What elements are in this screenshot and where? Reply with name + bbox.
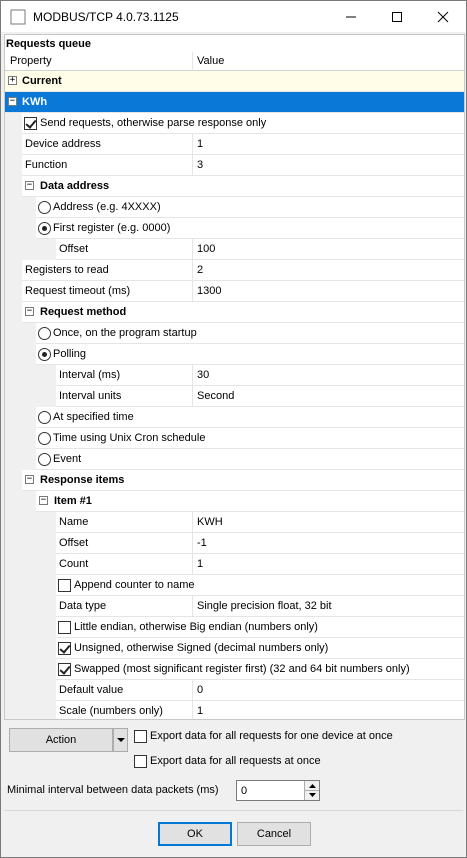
method-cron-row[interactable] bbox=[36, 428, 464, 449]
method-cron-radio[interactable] bbox=[38, 432, 51, 445]
indent-gutter bbox=[5, 113, 22, 720]
scale-label: Scale (numbers only) bbox=[59, 705, 163, 717]
swapped-label: Swapped (most significant register first) (32 and 64 bit numbers only) bbox=[74, 663, 410, 675]
group-current[interactable] bbox=[5, 71, 464, 92]
offset-value[interactable]: 100 bbox=[192, 239, 464, 259]
close-icon bbox=[437, 11, 449, 23]
min-interval-value[interactable]: 0 bbox=[241, 785, 248, 797]
indent-gutter bbox=[36, 239, 56, 260]
address-option-label: Address (e.g. 4XXXX) bbox=[53, 201, 161, 213]
request-timeout-label: Request timeout (ms) bbox=[25, 285, 131, 297]
export-all-checkbox[interactable] bbox=[134, 755, 147, 768]
spin-up-icon bbox=[309, 784, 316, 788]
app-icon bbox=[10, 9, 26, 25]
response-items-label: Response items bbox=[40, 474, 125, 486]
method-polling-radio[interactable] bbox=[38, 348, 51, 361]
offset-label: Offset bbox=[59, 243, 89, 255]
collapse-icon[interactable]: − bbox=[9, 96, 16, 106]
device-address-label: Device address bbox=[25, 138, 101, 150]
device-address-row[interactable] bbox=[22, 134, 464, 155]
little-endian-checkbox[interactable] bbox=[58, 621, 71, 634]
default-value-row[interactable] bbox=[56, 680, 464, 701]
method-event-radio[interactable] bbox=[38, 453, 51, 466]
request-method-label: Request method bbox=[40, 306, 127, 318]
collapse-icon[interactable]: − bbox=[40, 495, 47, 505]
spin-up-button[interactable] bbox=[304, 781, 319, 791]
maximize-icon bbox=[391, 11, 403, 23]
send-requests-checkbox[interactable] bbox=[24, 117, 37, 130]
send-requests-label: Send requests, otherwise parse response only bbox=[40, 117, 267, 129]
method-polling-row[interactable] bbox=[36, 344, 464, 365]
divider bbox=[4, 810, 463, 811]
default-value-value[interactable]: 0 bbox=[192, 680, 464, 700]
name-value[interactable]: KWH bbox=[192, 512, 464, 532]
property-grid bbox=[4, 34, 465, 720]
count-value[interactable]: 1 bbox=[192, 554, 464, 574]
item-offset-row[interactable] bbox=[56, 533, 464, 554]
little-endian-label: Little endian, otherwise Big endian (numbers only) bbox=[74, 621, 318, 633]
header-property: Property bbox=[10, 55, 52, 67]
min-interval-label: Minimal interval between data packets (ms) bbox=[7, 784, 219, 796]
dropdown-arrow-icon bbox=[117, 738, 125, 743]
minimize-icon bbox=[345, 11, 357, 23]
device-address-value[interactable]: 1 bbox=[192, 134, 464, 154]
count-row[interactable] bbox=[56, 554, 464, 575]
unsigned-label: Unsigned, otherwise Signed (decimal numbers only) bbox=[74, 642, 329, 654]
action-button[interactable]: Action bbox=[9, 728, 113, 752]
export-one-device-label: Export data for all requests for one device at once bbox=[150, 730, 393, 742]
method-polling-label: Polling bbox=[53, 348, 87, 360]
header-value: Value bbox=[192, 52, 464, 72]
title-bar bbox=[1, 1, 466, 32]
interval-units-label: Interval units bbox=[59, 390, 122, 402]
unsigned-checkbox[interactable] bbox=[58, 642, 71, 655]
scale-row[interactable] bbox=[56, 701, 464, 720]
method-event-label: Event bbox=[53, 453, 82, 465]
collapse-icon[interactable]: − bbox=[26, 306, 33, 316]
method-event-row[interactable] bbox=[36, 449, 464, 470]
spin-down-icon bbox=[309, 793, 316, 797]
grid-header bbox=[5, 52, 464, 71]
interval-ms-label: Interval (ms) bbox=[59, 369, 121, 381]
export-one-device-checkbox[interactable] bbox=[134, 730, 147, 743]
indent-gutter bbox=[22, 323, 36, 470]
close-button[interactable] bbox=[420, 1, 466, 32]
section-title: Requests queue bbox=[5, 36, 464, 52]
ok-button[interactable]: OK bbox=[158, 822, 232, 846]
item-offset-label: Offset bbox=[59, 537, 89, 549]
item1-label: Item #1 bbox=[54, 495, 92, 507]
indent-gutter bbox=[22, 491, 36, 720]
group-kwh-label: KWh bbox=[22, 96, 48, 108]
registers-to-read-value[interactable]: 2 bbox=[192, 260, 464, 280]
data-address-label: Data address bbox=[40, 180, 110, 192]
unsigned-row[interactable] bbox=[56, 638, 464, 659]
request-timeout-row[interactable] bbox=[22, 281, 464, 302]
request-timeout-value[interactable]: 1300 bbox=[192, 281, 464, 301]
method-specified-label: At specified time bbox=[53, 411, 134, 423]
indent-gutter bbox=[36, 365, 56, 407]
swapped-checkbox[interactable] bbox=[58, 663, 71, 676]
indent-gutter bbox=[22, 197, 36, 260]
group-request-method[interactable] bbox=[22, 302, 464, 323]
registers-to-read-row[interactable] bbox=[22, 260, 464, 281]
name-row[interactable] bbox=[56, 512, 464, 533]
append-counter-checkbox[interactable] bbox=[58, 579, 71, 592]
append-counter-row[interactable] bbox=[56, 575, 464, 596]
cancel-button[interactable]: Cancel bbox=[237, 822, 311, 846]
first-register-label: First register (e.g. 0000) bbox=[53, 222, 171, 234]
interval-units-value[interactable]: Second bbox=[192, 386, 464, 406]
collapse-icon[interactable]: − bbox=[26, 474, 33, 484]
registers-to-read-label: Registers to read bbox=[25, 264, 109, 276]
offset-row[interactable] bbox=[56, 239, 464, 260]
data-type-row[interactable] bbox=[56, 596, 464, 617]
first-register-radio[interactable] bbox=[38, 222, 51, 235]
indent-gutter bbox=[36, 512, 56, 720]
method-once-radio[interactable] bbox=[38, 327, 51, 340]
interval-units-row[interactable] bbox=[56, 386, 464, 407]
group-kwh[interactable] bbox=[5, 92, 464, 113]
swapped-row[interactable] bbox=[56, 659, 464, 680]
method-specified-row[interactable] bbox=[36, 407, 464, 428]
spin-down-button[interactable] bbox=[304, 791, 319, 800]
method-once-row[interactable] bbox=[36, 323, 464, 344]
method-cron-label: Time using Unix Cron schedule bbox=[53, 432, 206, 444]
minimize-button[interactable] bbox=[328, 1, 374, 32]
min-interval-stepper[interactable] bbox=[236, 780, 320, 801]
function-value[interactable]: 3 bbox=[192, 155, 464, 175]
item-offset-value[interactable]: -1 bbox=[192, 533, 464, 553]
address-radio[interactable] bbox=[38, 201, 51, 214]
group-data-address[interactable] bbox=[22, 176, 464, 197]
default-value-label: Default value bbox=[59, 684, 124, 696]
scale-value[interactable]: 1 bbox=[192, 701, 464, 720]
maximize-button[interactable] bbox=[374, 1, 420, 32]
interval-ms-row[interactable] bbox=[56, 365, 464, 386]
address-option-row[interactable] bbox=[36, 197, 464, 218]
window-title: MODBUS/TCP 4.0.73.1125 bbox=[33, 10, 179, 24]
data-type-label: Data type bbox=[59, 600, 107, 612]
method-specified-radio[interactable] bbox=[38, 411, 51, 424]
append-counter-label: Append counter to name bbox=[74, 579, 195, 591]
action-dropdown-button[interactable] bbox=[113, 728, 128, 752]
name-label: Name bbox=[59, 516, 89, 528]
first-register-row[interactable] bbox=[36, 218, 464, 239]
group-item1[interactable] bbox=[36, 491, 464, 512]
export-all-label: Export data for all requests at once bbox=[150, 755, 321, 767]
count-label: Count bbox=[59, 558, 89, 570]
send-requests-row[interactable] bbox=[22, 113, 464, 134]
method-once-label: Once, on the program startup bbox=[53, 327, 197, 339]
data-type-value[interactable]: Single precision float, 32 bit bbox=[192, 596, 464, 616]
interval-ms-value[interactable]: 30 bbox=[192, 365, 464, 385]
group-response-items[interactable] bbox=[22, 470, 464, 491]
function-row[interactable] bbox=[22, 155, 464, 176]
expand-icon[interactable]: + bbox=[9, 75, 16, 85]
little-endian-row[interactable] bbox=[56, 617, 464, 638]
group-current-label: Current bbox=[22, 75, 62, 87]
collapse-icon[interactable]: − bbox=[26, 180, 33, 190]
function-label: Function bbox=[25, 159, 68, 171]
